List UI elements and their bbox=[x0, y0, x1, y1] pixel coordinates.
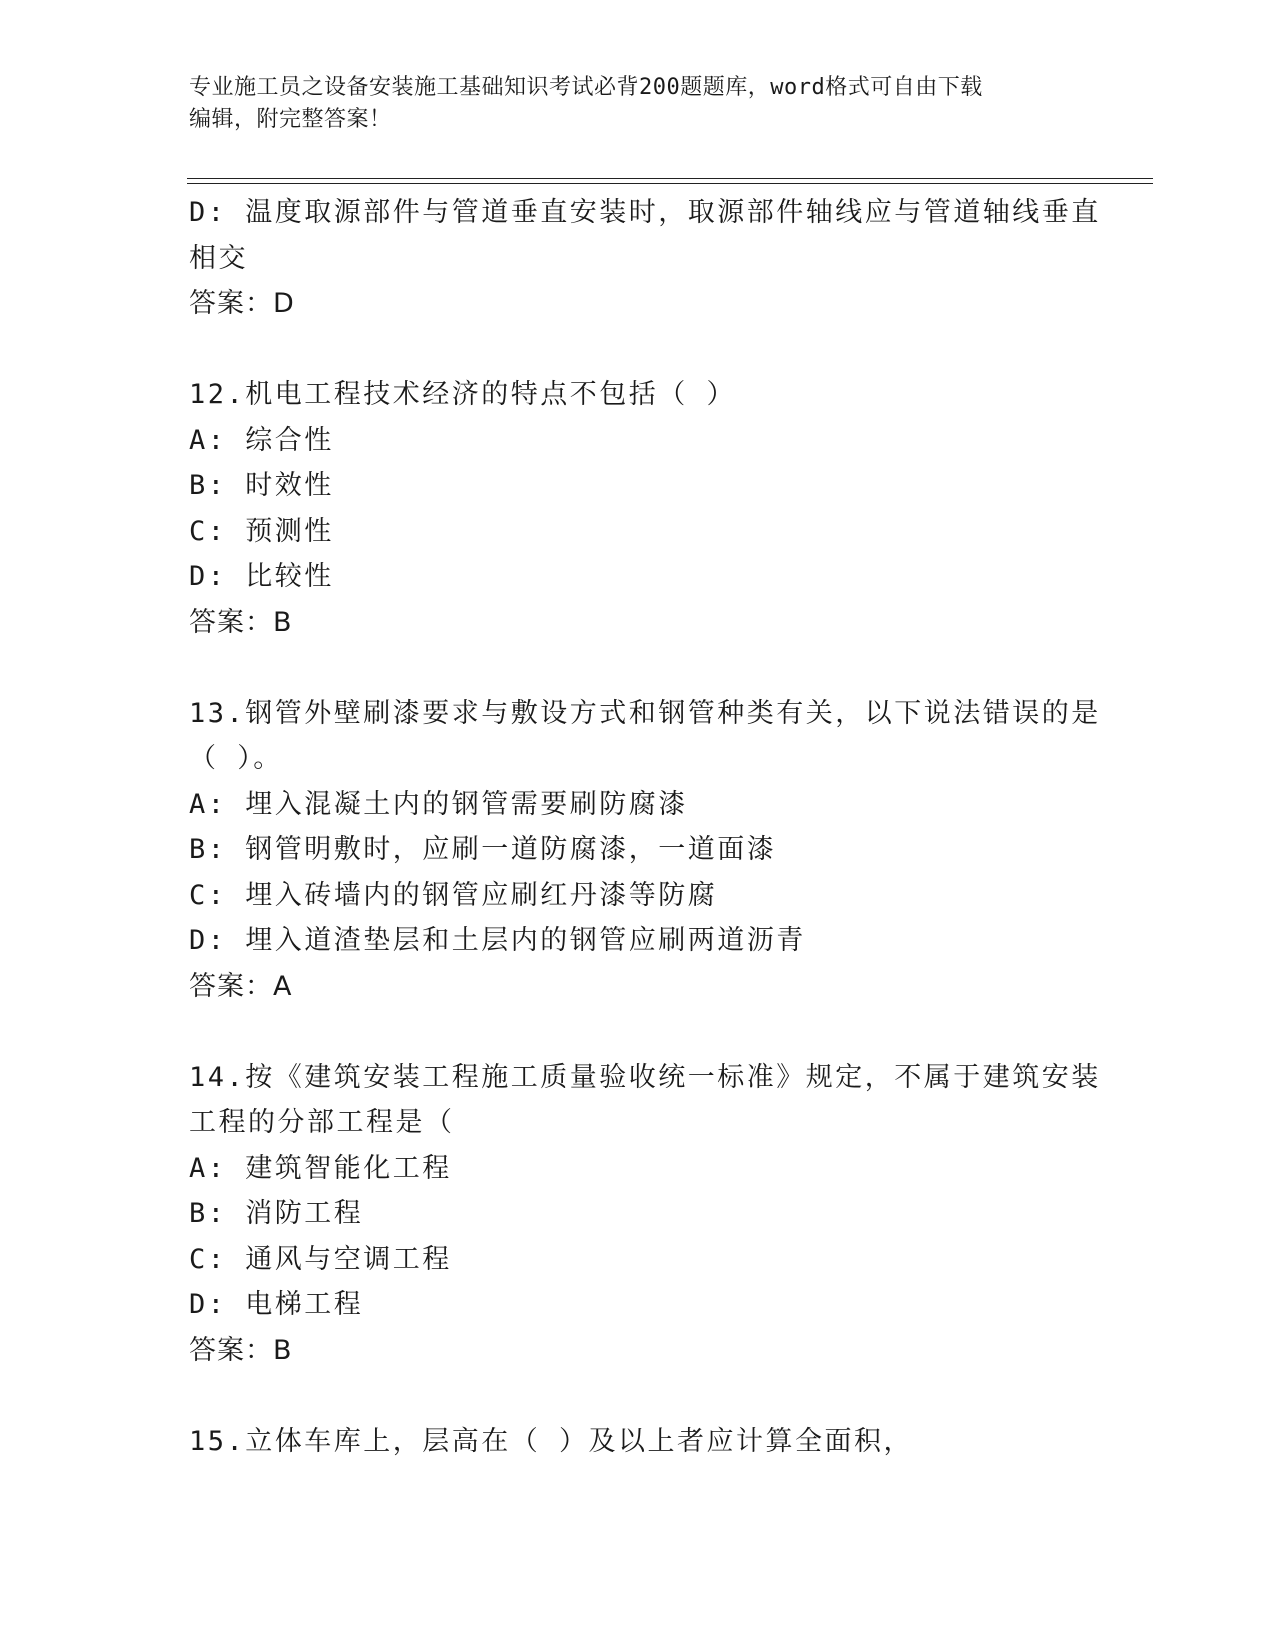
option-a: A: 埋入混凝土内的钢管需要刷防腐漆 bbox=[189, 788, 688, 820]
header-divider-bottom bbox=[187, 183, 1153, 184]
option-a: A: 综合性 bbox=[189, 424, 334, 456]
answer-line: 答案：B bbox=[189, 606, 293, 638]
question-stem-continued: 工程的分部工程是（ bbox=[189, 1107, 455, 1138]
question-11-tail bbox=[189, 190, 1101, 327]
option-a: A: 建筑智能化工程 bbox=[189, 1152, 452, 1184]
spacer bbox=[189, 327, 1089, 373]
option-c: C: 预测性 bbox=[189, 515, 334, 547]
question-stem: 12.机电工程技术经济的特点不包括（ ） bbox=[189, 379, 737, 410]
option-c: C: 埋入砖墙内的钢管应刷红丹漆等防腐 bbox=[189, 879, 718, 911]
spacer bbox=[189, 645, 1089, 691]
question-stem: 14.按《建筑安装工程施工质量验收统一标准》规定，不属于建筑安装 bbox=[189, 1061, 1101, 1093]
document-header bbox=[189, 72, 1069, 136]
question-stem-continued: （ ）。 bbox=[189, 743, 283, 774]
option-c: C: 通风与空调工程 bbox=[189, 1243, 452, 1275]
question-15 bbox=[189, 1419, 1089, 1465]
question-stem: 13.钢管外壁刷漆要求与敷设方式和钢管种类有关，以下说法错误的是 bbox=[189, 697, 1101, 729]
spacer bbox=[189, 1009, 1089, 1055]
header-title-line-1: 专业施工员之设备安装施工基础知识考试必背200题题库，word格式可自由下载 bbox=[189, 75, 983, 100]
question-stem: 15.立体车库上，层高在（ ）及以上者应计算全面积， bbox=[189, 1425, 914, 1457]
option-b: B: 时效性 bbox=[189, 470, 334, 501]
question-12 bbox=[189, 372, 1089, 645]
option-d-continued: 相交 bbox=[189, 242, 248, 274]
question-14 bbox=[189, 1055, 1101, 1374]
spacer bbox=[189, 1373, 1089, 1419]
question-list bbox=[189, 190, 1101, 1464]
answer-line: 答案：A bbox=[189, 970, 293, 1002]
header-divider-top bbox=[187, 178, 1153, 179]
option-b: B: 钢管明敷时，应刷一道防腐漆，一道面漆 bbox=[189, 834, 777, 865]
option-b: B: 消防工程 bbox=[189, 1198, 364, 1229]
option-d: D: 比较性 bbox=[189, 561, 334, 592]
option-d: D: 温度取源部件与管道垂直安装时，取源部件轴线应与管道轴线垂直 bbox=[189, 197, 1101, 228]
header-title-line-2: 编辑，附完整答案！ bbox=[189, 107, 392, 132]
answer-line: 答案：B bbox=[189, 1334, 293, 1366]
question-13 bbox=[189, 691, 1101, 1010]
option-d: D: 埋入道渣垫层和土层内的钢管应刷两道沥青 bbox=[189, 925, 806, 956]
answer-line: 答案：D bbox=[189, 288, 295, 319]
option-d: D: 电梯工程 bbox=[189, 1289, 364, 1320]
